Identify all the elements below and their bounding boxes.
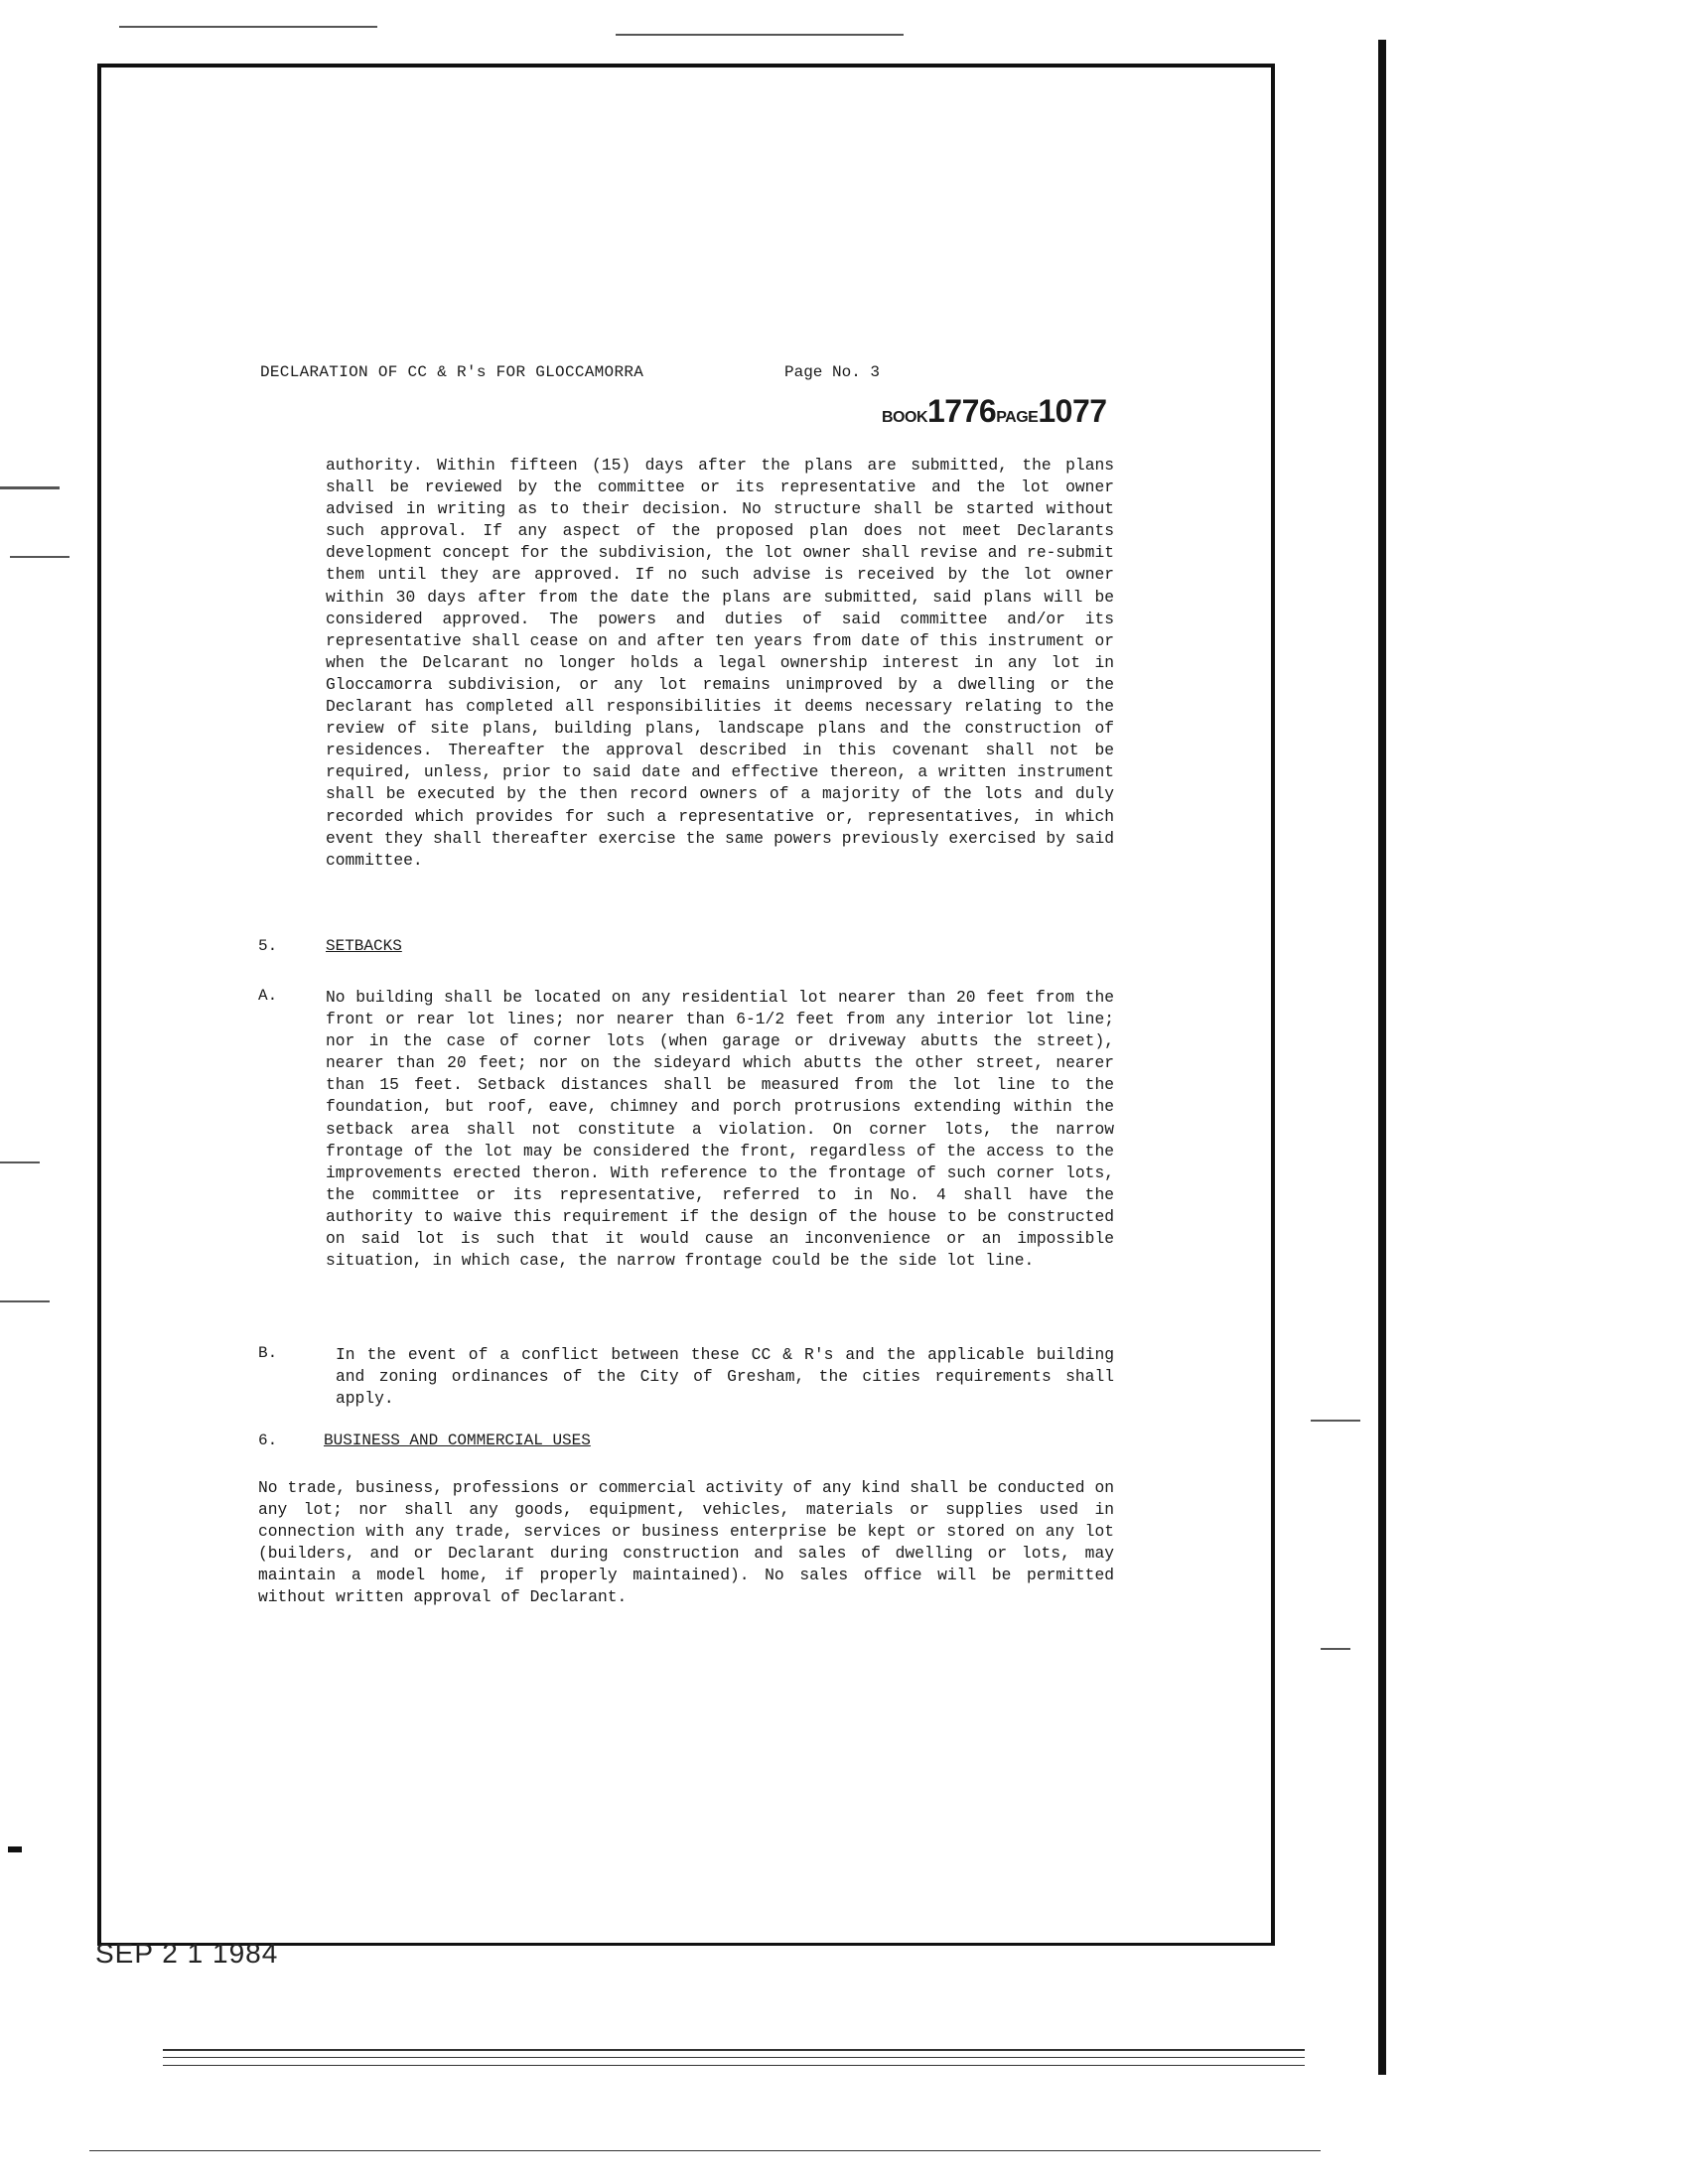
section-6-number: 6.: [258, 1432, 278, 1449]
scan-artifact-left: [0, 486, 60, 489]
scan-artifact-right-2: [1321, 1648, 1350, 1650]
section-5b-text: In the event of a conflict between these CC & R's and the applicable building and zoning ordinances of the City of Gresham, the cities requirements shall apply.: [336, 1345, 1114, 1409]
scan-artifact-left-4: [0, 1300, 50, 1302]
page-label: PAGE: [996, 409, 1039, 426]
section-5a-letter: A.: [258, 987, 278, 1005]
scan-artifact-left-3: [0, 1161, 40, 1163]
scan-artifact-top: [119, 26, 377, 28]
book-page-number: 1077: [1038, 393, 1107, 429]
book-page-stamp: [882, 393, 1107, 430]
scan-artifact-left-mark: [8, 1846, 22, 1852]
document-title: DECLARATION OF CC & R's FOR GLOCCAMORRA: [260, 363, 644, 381]
bottom-rule-4: [89, 2150, 1321, 2151]
bottom-rule-1: [163, 2049, 1305, 2051]
scan-edge-bar: [1378, 40, 1386, 2075]
scan-artifact-right: [1311, 1420, 1360, 1422]
authority-paragraph: authority. Within fifteen (15) days after the plans are submitted, the plans shall be reviewed by the committee or its representative and the lot owner advised in writing as to their decision. No structure shall be started without such approval. If any aspect of the proposed plan does not meet Declarants development concept for the subdivision, the lot owner shall revise and re-submit them until they are approved. If no such advise is received by the lot owner within 30 days after from the date the plans are submitted, said plans will be considered approved. The powers and duties of said committee and/or its representative shall cease on and after ten years from date of this instrument or when the Delcarant no longer holds a legal ownership interest in any lot in Gloccamorra subdivision, or any lot remains unimproved by a dwelling or the Declarant has completed all responsibilities it deems necessary relating to the review of site plans, building plans, landscape plans and the construction of residences. Thereafter the approval described in this covenant shall not be required, unless, prior to said date and effective thereon, a written instrument shall be executed by the then record owners of a majority of the lots and duly recorded which provides for such a representative or, representatives, in which event they shall thereafter exercise the same powers previously exercised by said committee.: [326, 456, 1114, 870]
section-6-heading: BUSINESS AND COMMERCIAL USES: [324, 1432, 591, 1449]
page-number: Page No. 3: [784, 363, 881, 381]
book-number: 1776: [927, 393, 997, 429]
scan-artifact-left-2: [10, 556, 70, 558]
bottom-rule-2: [163, 2057, 1305, 2058]
section-5-heading: SETBACKS: [326, 937, 402, 955]
date-stamp: SEP 2 1 1984: [95, 1938, 279, 1969]
scan-artifact-top-2: [616, 34, 904, 36]
section-5a-text: No building shall be located on any residential lot nearer than 20 feet from the front or rear lot lines; nor nearer than 6-1/2 feet from any interior lot line; nor in the case of corner lots (when garage or driveway abutts the street), nearer than 20 feet; nor on the sideyard which abutts the other street, nearer than 15 feet. Setback distances shall be measured from the lot line to the foundation, but roof, eave, chimney and porch protrusions extending within the setback area shall not constitute a violation. On corner lots, the narrow frontage of the lot may be considered the front, regardless of the access to the improvements erected theron. With reference to the frontage of such corner lots, the committee or its representative, referred to in No. 4 shall have the authority to waive this requirement if the design of the house to be constructed on said lot is such that it would cause an inconvenience or an impossible situation, in which case, the narrow frontage could be the side lot line.: [326, 988, 1114, 1271]
book-label: BOOK: [882, 409, 927, 426]
section-6-text: No trade, business, professions or commercial activity of any kind shall be conducted on any lot; nor shall any goods, equipment, vehicles, materials or supplies used in connection with any trade, services or business enterprise be kept or stored on any lot (builders, and or Declarant during construction and sales of dwelling or lots, may maintain a model home, if properly maintained). No sales office will be permitted without written approval of Declarant.: [258, 1478, 1114, 1607]
bottom-rule-3: [163, 2065, 1305, 2066]
section-5b-letter: B.: [258, 1344, 278, 1362]
section-5-number: 5.: [258, 937, 278, 955]
